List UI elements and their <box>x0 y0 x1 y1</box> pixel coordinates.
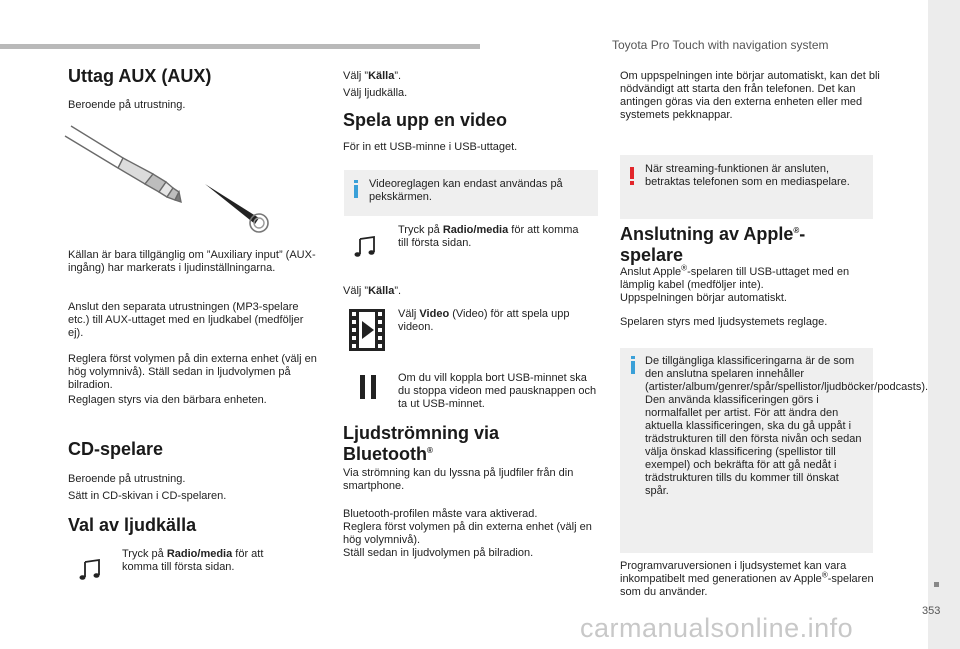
streaming-paragraph-1: Om uppspelningen inte börjar automatiskt, kan det bli nödvändigt att starta den från telefonen. Det kan antingen göras via den externa enheten eller med systemets pekknappar. <box>620 70 880 121</box>
apple-info-note <box>620 348 929 553</box>
video-heading: Spela upp en video <box>343 110 508 130</box>
bluetooth-paragraph-2c: Ställ sedan in ljudvolymen på bilradion. <box>343 547 534 559</box>
video-paragraph-5: Om du vill koppla bort USB-minnet ska du stoppa videon med pausknappen och ta ut USB-minnet. <box>398 372 597 410</box>
info-icon <box>629 356 637 374</box>
cd-paragraph-2: Sätt in CD-skivan i CD-spelaren. <box>68 490 227 502</box>
video-paragraph-3: Välj ”Källa”. <box>343 285 402 297</box>
side-strip <box>928 0 960 649</box>
source-paragraph-1: Tryck på Radio/media för att komma till första sidan. <box>122 548 264 573</box>
source-heading: Val av ljudkälla <box>68 515 197 535</box>
aux-paragraph-3: Anslut den separata utrustningen (MP3-spelare etc.) till AUX-uttaget med en ljudkabel (medföljer ej). <box>68 301 304 339</box>
info-icon <box>352 180 360 198</box>
apple-paragraph-2: Spelaren styrs med ljudsystemets reglage. <box>620 316 828 328</box>
pause-icon <box>360 375 376 399</box>
music-note-icon <box>78 558 102 582</box>
apple-paragraph-1: Anslut Apple®-spelaren till USB-uttaget med en lämplig kabel (medföljer inte). <box>620 263 850 291</box>
aux-paragraph-4a: Reglera först volymen på din externa enhet (välj en hög volymnivå). Ställ sedan in ljudvolymen på bilradion. <box>68 353 317 391</box>
aux-paragraph-4b: Reglagen styrs via den bärbara enheten. <box>68 394 267 406</box>
streaming-warning-note: När streaming-funktionen är ansluten, betraktas telefonen som en mediaspelare. <box>620 155 873 219</box>
source-step-select: Välj ”Källa”. <box>343 70 402 82</box>
warning-icon <box>629 167 635 185</box>
header-rule <box>0 44 480 49</box>
aux-jack-illustration <box>63 122 273 234</box>
apple-heading: Anslutning av Apple®- spelare <box>620 224 806 265</box>
bluetooth-paragraph-2a: Bluetooth-profilen måste vara aktiverad. <box>343 508 538 520</box>
apple-info-note-text: De tillgängliga klassificeringarna är de som den anslutna spelaren innehåller (artister/album/genrer/spår/spellistor/ljudböcker/podcasts). Den använda klassificeringen görs i normalfallet per artist. För att ändra den aktuella klassificeringen, ska du gå uppåt i trädstrukturen till den första nivån och sedan välja önskad klassificering (spellistor till exempel) och bekräfta för att gå nedåt i trädstrukturen tills du kommer till önskat spår. <box>645 355 929 497</box>
aux-paragraph-1: Beroende på utrustning. <box>68 99 186 111</box>
bluetooth-paragraph-2b: Reglera först volymen på din externa enhet (välj en hög volymnivå). <box>343 521 592 546</box>
cd-heading: CD-spelare <box>68 439 164 459</box>
page-number: 353 <box>922 605 941 617</box>
apple-paragraph-1b: Uppspelningen börjar automatiskt. <box>620 292 787 304</box>
video-paragraph-4: Välj Video (Video) för att spela upp videon. <box>398 308 570 333</box>
video-film-icon <box>348 308 386 352</box>
video-paragraph-1: För in ett USB-minne i USB-uttaget. <box>343 141 518 153</box>
bluetooth-paragraph-1: Via strömning kan du lyssna på ljudfiler från din smartphone. <box>343 467 574 492</box>
continue-mark <box>934 582 939 587</box>
apple-paragraph-3: Programvaruversionen i ljudsystemet kan vara inkompatibelt med generationen av Apple®-spelaren som du använder. <box>620 560 874 598</box>
music-note-icon <box>353 235 377 259</box>
aux-heading: Uttag AUX (AUX) <box>68 66 212 86</box>
bluetooth-heading: Ljudströmning via Bluetooth® <box>343 423 500 464</box>
aux-paragraph-2: Källan är bara tillgänglig om ”Auxiliary input” (AUX-ingång) har markerats i ljudinställningarna. <box>68 249 316 274</box>
source-step-choose: Välj ljudkälla. <box>343 87 408 99</box>
video-paragraph-2: Tryck på Radio/media för att komma till första sidan. <box>398 224 579 249</box>
watermark: carmanualsonline.info <box>580 613 854 643</box>
video-info-note: Videoreglagen kan endast användas på pekskärmen. <box>344 170 598 216</box>
running-header: Toyota Pro Touch with navigation system <box>612 38 829 52</box>
cd-paragraph-1: Beroende på utrustning. <box>68 473 186 485</box>
